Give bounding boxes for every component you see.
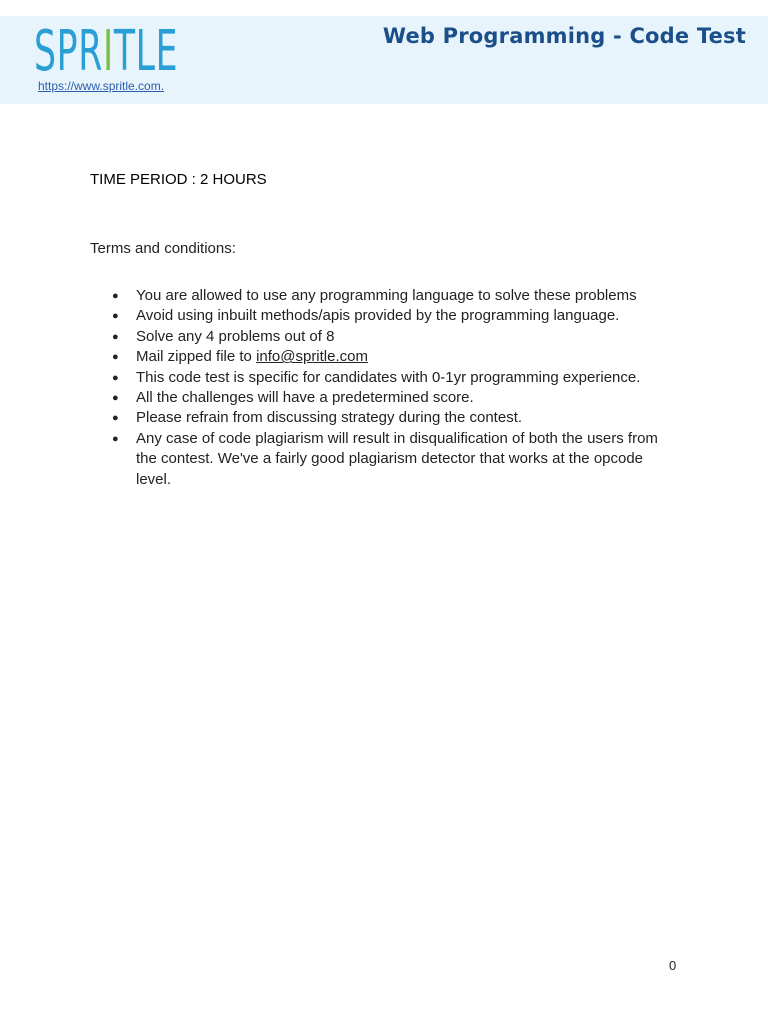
bullet-icon: ● (112, 330, 119, 343)
term-text: Please refrain from discussing strategy during the contest. (136, 409, 523, 427)
page-number: 0 (669, 958, 677, 973)
logo-letter-r: R (78, 19, 103, 84)
logo-letter-s: S (34, 19, 57, 84)
bullet-icon: ● (112, 432, 119, 445)
logo-letter-t: T (113, 19, 136, 84)
list-item (90, 306, 680, 326)
logo-letter-i: I (102, 19, 114, 84)
term-text: Any case of code plagiarism will result in disqualification of both the users from the contest. We've a fairly good plagiarism detector that works at the opcode level. (136, 429, 658, 488)
term-text: Solve any 4 problems out of 8 (136, 327, 335, 345)
spritle-logo (34, 19, 179, 84)
list-item (90, 347, 680, 367)
list-item (90, 388, 680, 408)
bullet-icon: ● (112, 392, 119, 405)
list-item (90, 286, 680, 306)
time-period: TIME PERIOD : 2 HOURS (90, 171, 267, 188)
logo-letter-p: P (56, 19, 79, 84)
bullet-icon: ● (112, 310, 119, 323)
email-link[interactable]: info@spritle.com (256, 348, 368, 366)
term-text: This code test is specific for candidates with 0-1yr programming experience. (136, 368, 641, 386)
list-item (90, 327, 680, 347)
term-text: You are allowed to use any programming language to solve these problems (136, 287, 637, 304)
website-link[interactable]: https://www.spritle.com. (38, 79, 165, 93)
document-title: Web Programming - Code Test (382, 24, 746, 48)
logo-letter-l: L (135, 19, 156, 84)
bullet-icon: ● (112, 290, 119, 302)
term-text: Avoid using inbuilt methods/apis provided by the programming language. (136, 307, 620, 325)
list-item (90, 429, 680, 490)
term-text: All the challenges will have a predetermined score. (136, 389, 474, 407)
terms-heading: Terms and conditions: (90, 240, 236, 257)
logo-letter-e: E (155, 19, 179, 84)
list-item (90, 408, 680, 428)
terms-list (90, 286, 680, 490)
list-item (90, 368, 680, 388)
bullet-icon: ● (112, 371, 119, 384)
bullet-icon: ● (112, 351, 119, 364)
term-text: Mail zipped file to (136, 348, 257, 366)
bullet-icon: ● (112, 412, 119, 425)
